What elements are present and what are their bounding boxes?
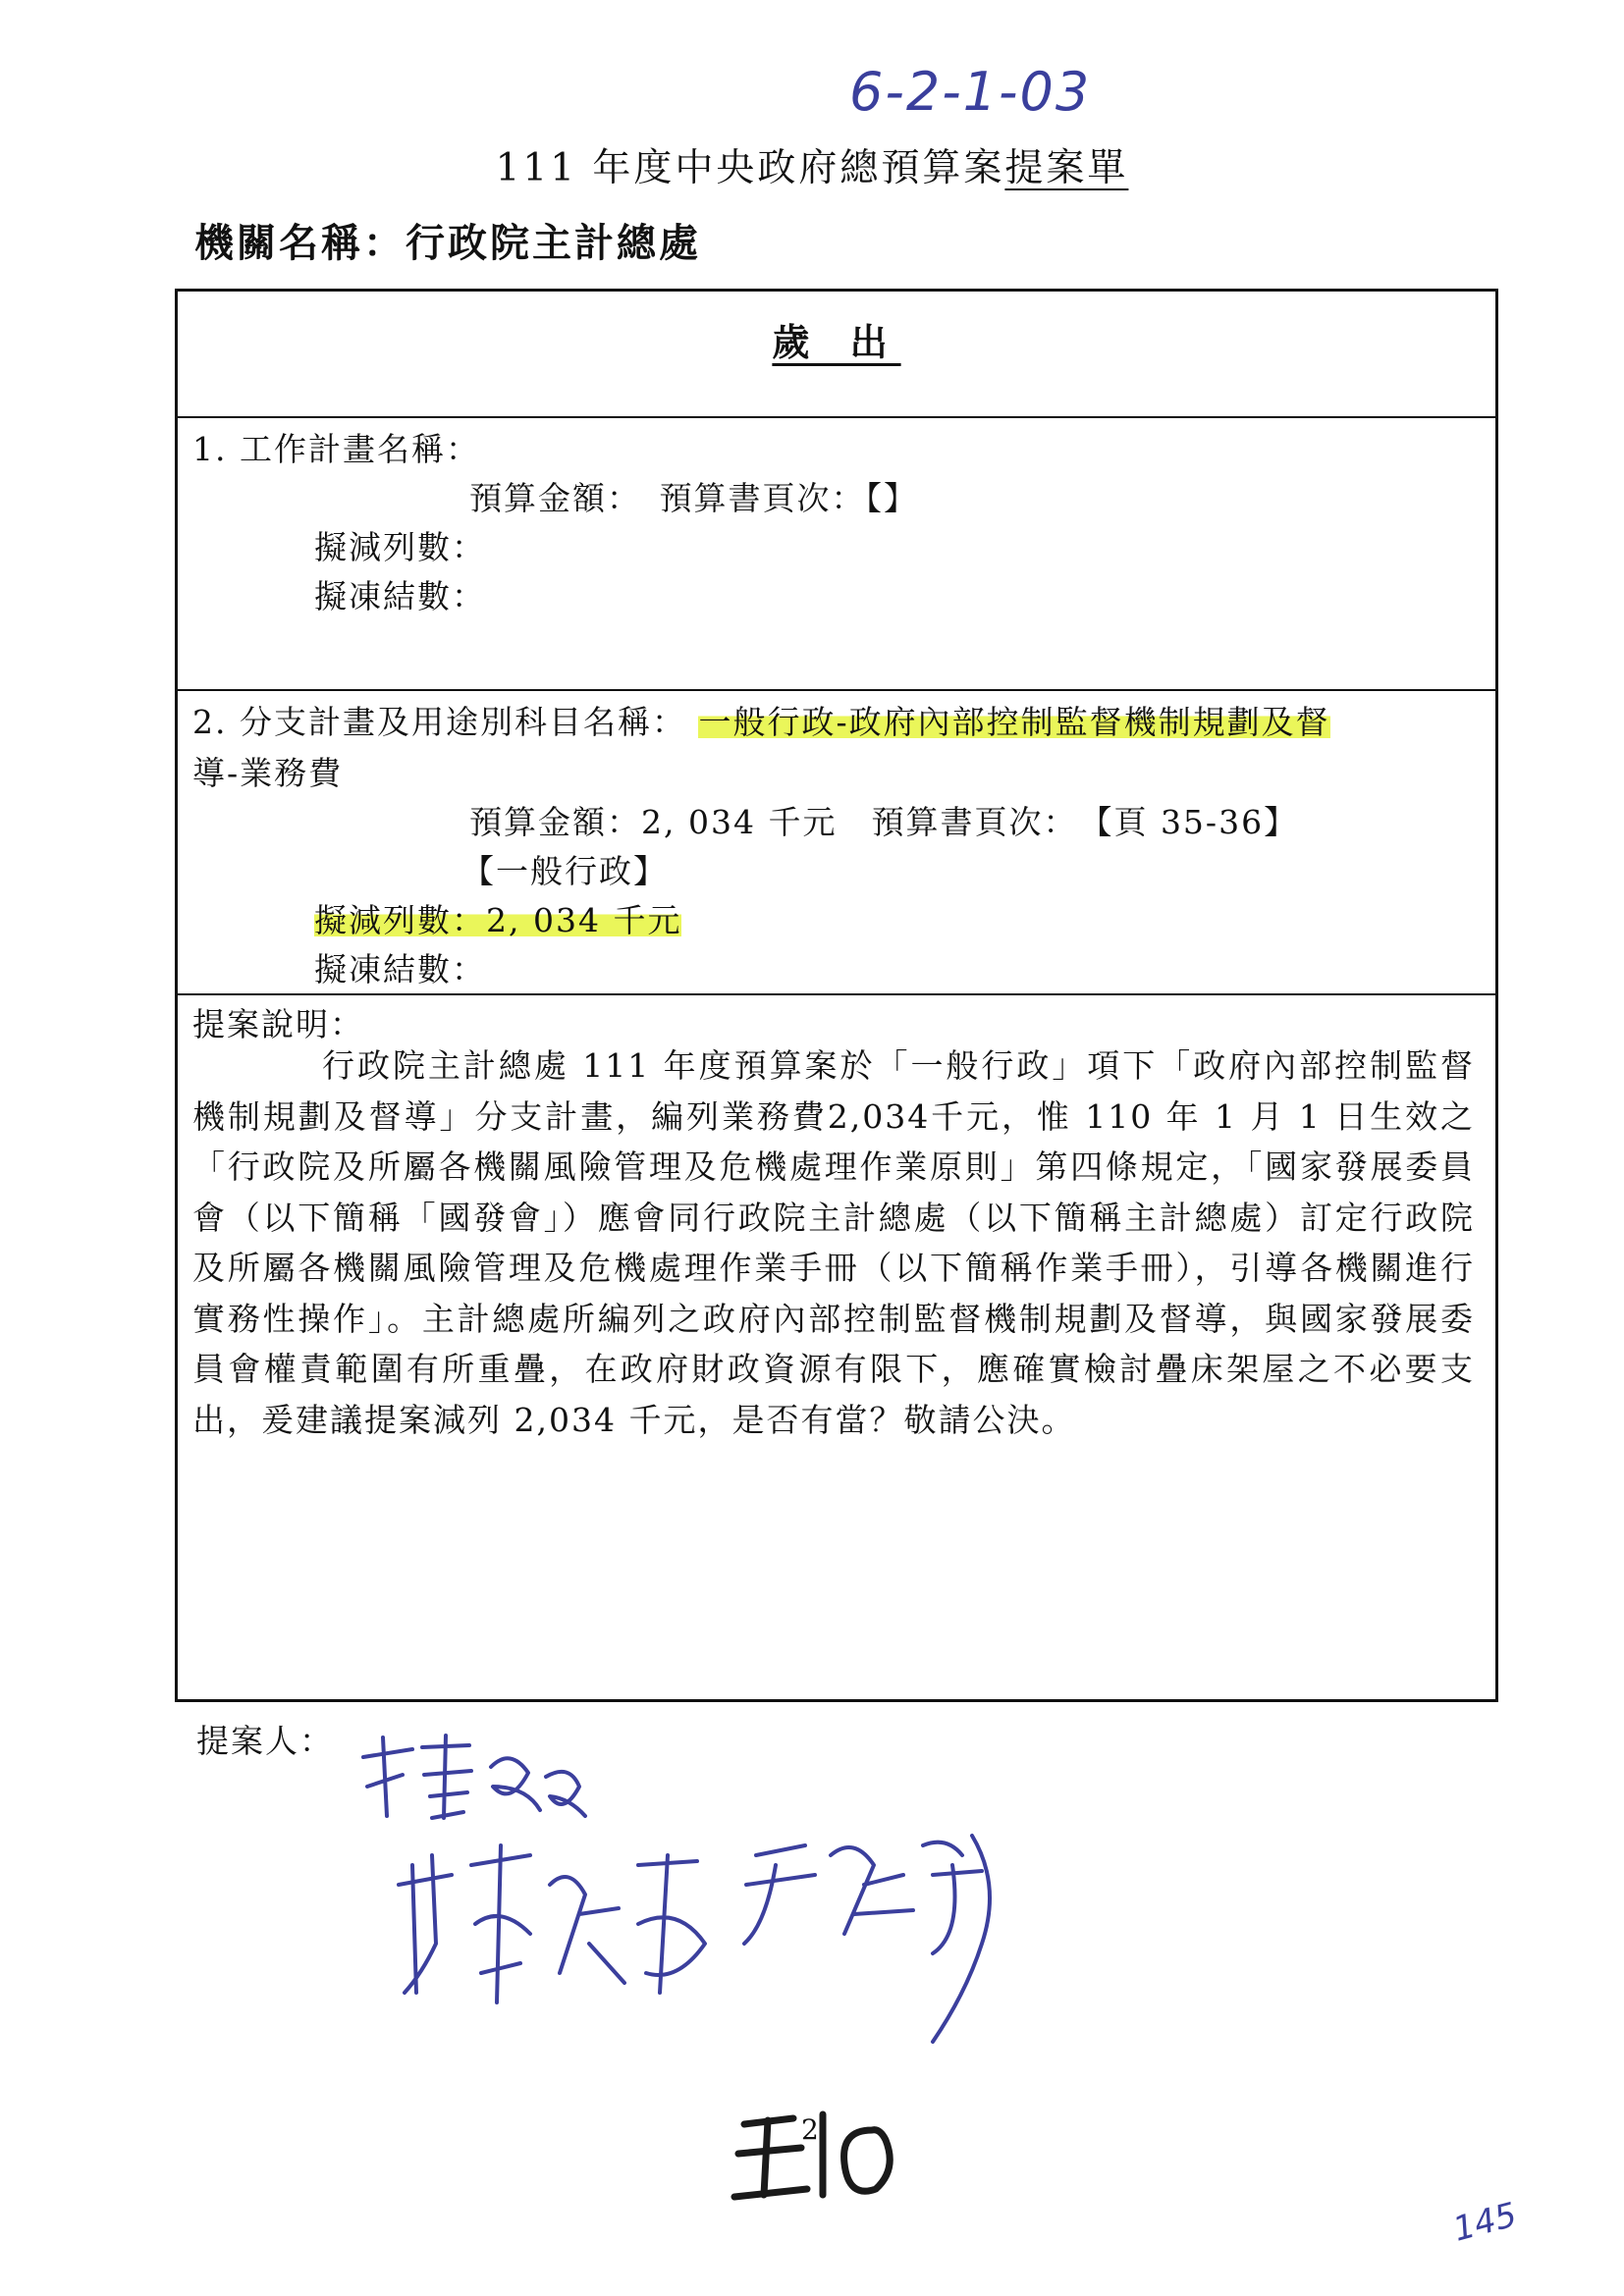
page-number: 2: [801, 2113, 819, 2146]
item1-budget-line: 預算金額： 預算書頁次：【】: [469, 479, 918, 517]
item2-reduce-value: 2, 034 千元: [486, 901, 682, 939]
agency-name: 機關名稱：行政院主計總處: [194, 220, 701, 266]
item1-freeze-line: 擬凍結數：: [314, 577, 486, 615]
item2-name-label: 2. 分支計畫及用途別科目名稱：: [192, 703, 686, 741]
item2-name-value-cont: 導-業務費: [192, 754, 344, 792]
item2-reduce-label: 擬減列數：: [314, 901, 486, 939]
item2-reduce-row: [314, 895, 681, 941]
explanation-paragraph: [192, 1041, 1475, 1445]
item1-reduce-line: 擬減列數：: [314, 528, 486, 566]
section-heading: 歲 出: [772, 320, 901, 364]
divider-item2: [175, 993, 1498, 995]
item2-budget-line: 預算金額：2, 034 千元 預算書頁次： 【頁 35-36】: [469, 803, 1299, 841]
handwritten-page-number: 145: [1448, 2195, 1521, 2250]
item2-name-value: 一般行政-政府內部控制監督機制規劃及督: [698, 703, 1330, 741]
handwritten-stamp: [725, 2101, 901, 2209]
signature-1: [353, 1728, 589, 1836]
title-main: 111 年度中央政府總預算案: [495, 146, 1005, 190]
signature-3: [736, 1816, 1021, 2052]
explanation-label: 提案說明：: [192, 1005, 364, 1043]
item2-row1: [192, 697, 1330, 743]
item2-freeze-line: 擬凍結數：: [314, 950, 486, 988]
proposer-label: 提案人：: [196, 1722, 334, 1760]
signature-2: [393, 1826, 717, 2012]
handwritten-doc-code: 6-2-1-03: [849, 61, 1092, 123]
document-title: [0, 137, 1624, 192]
title-underlined: 提案單: [1004, 146, 1129, 190]
divider-heading: [175, 416, 1498, 418]
item2-budget-line-cont: 【一般行政】: [461, 852, 668, 890]
explanation-text: 行政院主計總處 111 年度預算案於「一般行政」項下「政府內部控制監督機制規劃及督導」分支計畫，編列業務費2,034千元，惟 110 年 1 月 1 日生效之「行政院及所屬各機關風險管理及危機處理作業原則」第四條規定，「國家發展委員會（以下簡稱「國發會」）應會同行政院主計總處（以下簡稱主計總處）訂定行政院及所屬各機關風險管理及危機處理作業手冊（以下簡稱作業手冊），引導各機關進行實務性操作」。主計總處所編列之政府內部控制監督機制規劃及督導，與國家發展委員會權責範圍有所重疊，在政府財政資源有限下，應確實檢討疊床架屋之不必要支出，爰建議提案減列 2,034 千元，是否有當？敬請公決。: [192, 1046, 1475, 1439]
item1-name-label: 1. 工作計畫名稱：: [192, 430, 480, 468]
divider-item1: [175, 689, 1498, 691]
